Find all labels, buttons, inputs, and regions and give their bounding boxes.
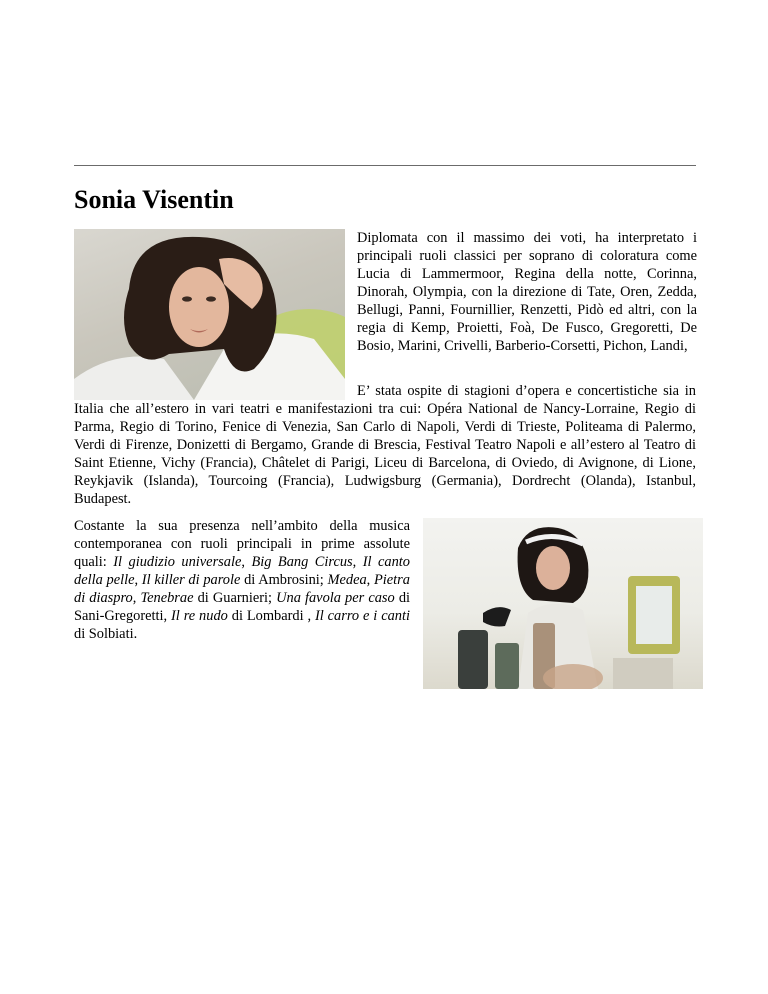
text-span: di Solbiati. <box>74 626 138 642</box>
work-title: Tenebrae <box>140 590 194 606</box>
work-title: Il re nudo <box>171 608 228 624</box>
portrait-photo <box>74 229 345 400</box>
text-span: , <box>352 554 363 570</box>
bio-paragraph-2: E’ stata ospite di stagioni d’opera e concertistiche sia in Italia che all’estero in vari teatri e manifestazioni tra cui: Opéra National de Nancy-Lorraine, Regio di Parma, Regio di Torino, Fenice di Venezia, San Carlo di Napoli, Verdi di Trieste, Politeama di Palermo, Verdi di Firenze, Donizetti di Bergamo, Grande di Brescia, Festival Teatro Napoli e all’estero al Teatro di Saint Etienne, Vichy (Francia), Châtelet di Parigi, Liceu di Barcelona, di Oviedo, di Avignone, di Lione, Reykjavik (Islanda), Tourcoing (Francia), Ludwigsburg (Germania), Dordrecht (Olanda), Istanbul, Budapest. <box>74 383 696 507</box>
work-title: Una favola per caso <box>276 590 395 606</box>
work-title: Big Bang Circus <box>251 554 353 570</box>
text-span: di Lombardi , <box>227 608 315 624</box>
page-title: Sonia Visentin <box>74 185 234 214</box>
work-title: Pietra di diaspro <box>74 572 410 606</box>
text-span: , <box>134 572 142 588</box>
work-title: Il killer di parole <box>141 572 241 588</box>
work-title: Medea <box>327 572 367 588</box>
text-span: di Guarnieri; <box>193 590 277 606</box>
text-span: , <box>241 554 252 570</box>
work-title: Il canto della pelle <box>74 554 410 588</box>
text-span: , <box>132 590 141 606</box>
horizontal-rule <box>74 165 696 166</box>
text-span: , <box>366 572 374 588</box>
work-title: Il carro e i canti <box>314 608 410 624</box>
text-span: Costante la sua presenza nell’ambito della musica contemporanea con ruoli principali in prime assolute quali: <box>74 518 410 570</box>
text-span: di Ambrosini; <box>240 572 328 588</box>
text-span: di Sani-Gregoretti, <box>74 590 411 624</box>
work-title: Il giudizio universale <box>113 554 242 570</box>
stage-photo <box>423 518 703 689</box>
bio-paragraph-3 <box>74 517 410 643</box>
bio-paragraph-1: Diplomata con il massimo dei voti, ha interpretato i principali ruoli classici per soprano di coloratura come Lucia di Lammermoor, Regina della notte, Corinna, Dinorah, Olympia, con la direzione di Tate, Oren, Zedda, Bellugi, Panni, Fournillier, Renzetti, Pidò ed altri, con la regia di Kemp, Proietti, Foà, De Fusco, Gregoretti, De Bosio, Marini, Crivelli, Barberio-Corsetti, Pichon, Landi, <box>357 230 697 354</box>
